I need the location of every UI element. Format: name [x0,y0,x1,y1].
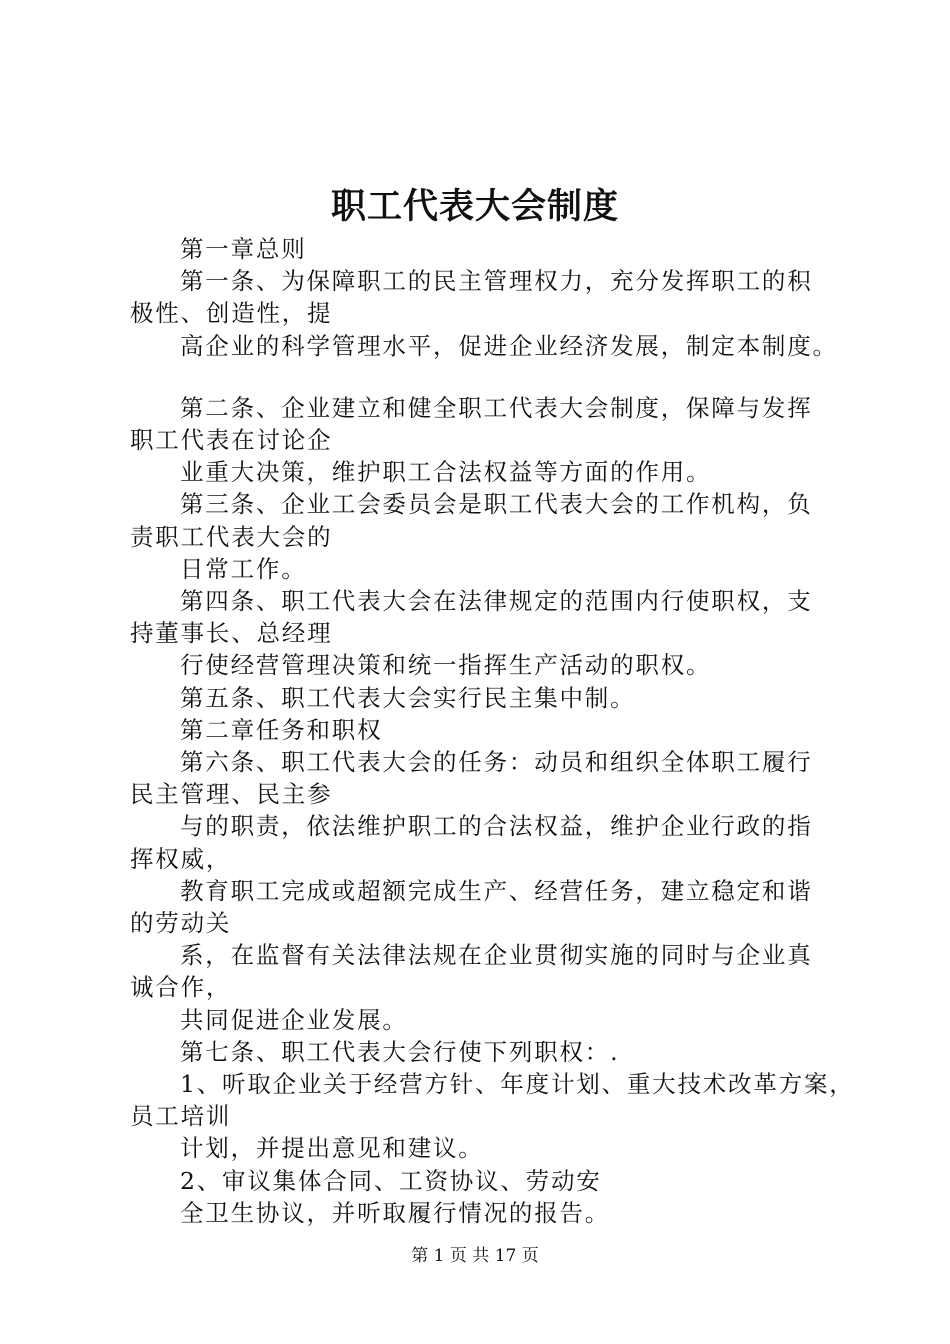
paragraph: 全卫生协议，并听取履行情况的报告。 [180,1198,611,1227]
paragraph: 系，在监督有关法律法规在企业贯彻实施的同时与企业真 诚合作， [130,941,813,1002]
paragraph: 共同促进企业发展。 [180,1005,408,1034]
chapter-heading: 第二章任务和职权 [180,715,383,744]
page-number: 第 1 页 共 17 页 [411,1246,539,1266]
list-item: 2、审议集体合同、工资协议、劳动安 [180,1166,602,1195]
paragraph: 第五条、职工代表大会实行民主集中制。 [180,683,636,712]
paragraph: 第四条、职工代表大会在法律规定的范围内行使职权，支 持董事长、总经理 [130,587,813,648]
document-body [130,233,855,1229]
paragraph: 高企业的科学管理水平，促进企业经济发展，制定本制度。 [180,331,838,360]
paragraph: 第三条、企业工会委员会是职工代表大会的工作机构，负 责职工代表大会的 [130,490,813,551]
paragraph: 行使经营管理决策和统一指挥生产活动的职权。 [180,651,712,680]
paragraph: 与的职责，依法维护职工的合法权益，维护企业行政的指 挥权威， [130,812,813,873]
paragraph: 计划，并提出意见和建议。 [180,1134,484,1163]
document-title: 职工代表大会制度 [330,186,619,227]
chapter-heading: 第一章总则 [180,235,307,263]
paragraph: 第二条、企业建立和健全职工代表大会制度，保障与发挥 职工代表在讨论企 [130,393,813,455]
list-item: 1、听取企业关于经营方针、年度计划、重大技术改革方案， 员工培训 [130,1070,855,1131]
paragraph: 第一条、为保障职工的民主管理权力，充分发挥职工的积 极性、创造性，提 [130,267,813,328]
paragraph: 业重大决策，维护职工合法权益等方面的作用。 [180,458,712,487]
paragraph: 教育职工完成或超额完成生产、经营任务，建立稳定和谐 的劳动关 [130,876,813,938]
paragraph: 第六条、职工代表大会的任务：动员和组织全体职工履行 民主管理、民主参 [130,748,813,809]
paragraph-gap [130,362,850,392]
paragraph: 第七条、职工代表大会行使下列职权：. [180,1037,620,1066]
paragraph: 日常工作。 [180,554,307,583]
